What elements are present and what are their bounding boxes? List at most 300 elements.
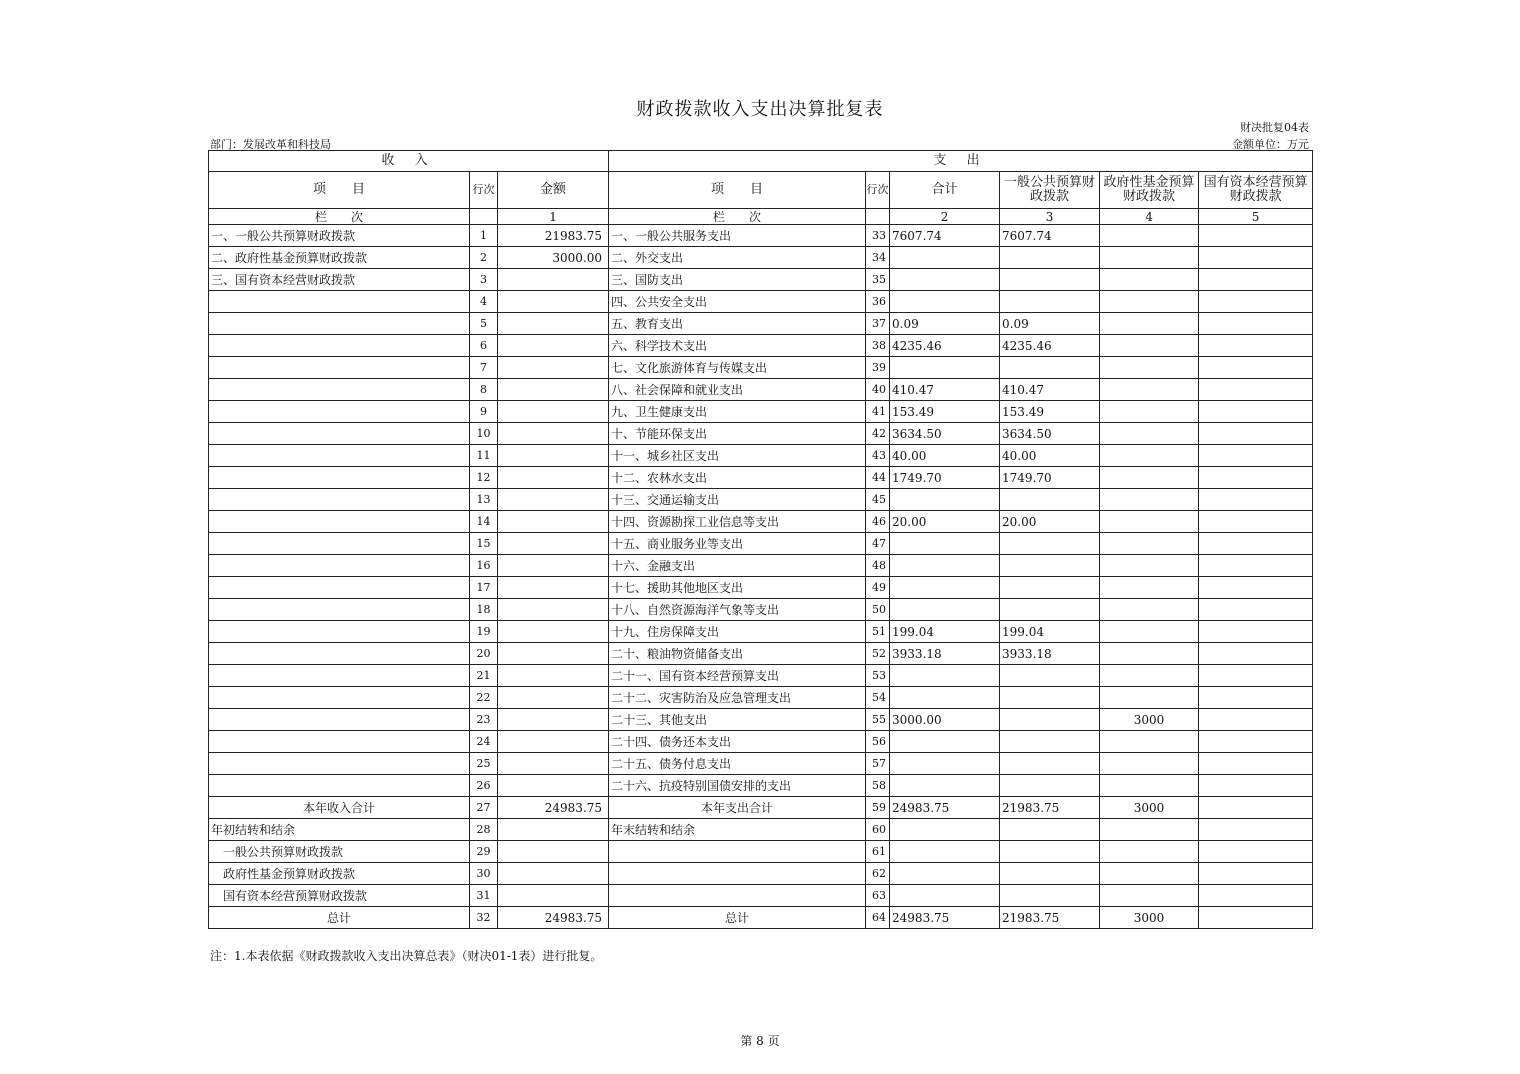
income-item-cell: [209, 577, 470, 599]
header-blank: [470, 209, 498, 225]
expense-line-no-cell: 45: [866, 489, 890, 511]
income-amount-cell: [498, 731, 609, 753]
header-lan-ci-income: 栏 次: [209, 209, 470, 225]
table-row: [209, 621, 1313, 643]
state-capital-cell: [1199, 863, 1313, 885]
total-cell: [890, 357, 1000, 379]
expense-line-no-cell: 51: [866, 621, 890, 643]
header-expense-line-no: 行次: [866, 172, 890, 209]
income-item-cell: [209, 753, 470, 775]
general-budget-cell: [1000, 489, 1100, 511]
state-capital-cell: [1199, 401, 1313, 423]
income-amount-cell: [498, 709, 609, 731]
state-capital-cell: [1199, 225, 1313, 247]
income-item-cell: [209, 489, 470, 511]
expense-line-no-cell: 61: [866, 841, 890, 863]
general-budget-cell: [1000, 533, 1100, 555]
income-item-cell: 二、政府性基金预算财政拨款: [209, 247, 470, 269]
expense-item-cell: 十七、援助其他地区支出: [609, 577, 866, 599]
general-budget-cell: [1000, 775, 1100, 797]
expense-item-cell: 五、教育支出: [609, 313, 866, 335]
total-cell: [890, 819, 1000, 841]
income-amount-cell: [498, 599, 609, 621]
total-cell: 0.09: [890, 313, 1000, 335]
total-cell: 20.00: [890, 511, 1000, 533]
income-amount-cell: [498, 467, 609, 489]
state-capital-cell: [1199, 841, 1313, 863]
general-budget-cell: [1000, 599, 1100, 621]
total-cell: 3634.50: [890, 423, 1000, 445]
income-amount-cell: [498, 357, 609, 379]
general-budget-cell: [1000, 753, 1100, 775]
expense-item-cell: 四、公共安全支出: [609, 291, 866, 313]
income-item-cell: [209, 621, 470, 643]
total-cell: 24983.75: [890, 907, 1000, 929]
expense-line-no-cell: 46: [866, 511, 890, 533]
expense-item-cell: 一、一般公共服务支出: [609, 225, 866, 247]
expense-line-no-cell: 37: [866, 313, 890, 335]
page-number: 第 8 页: [740, 1034, 780, 1048]
header-row-sections: [209, 151, 1313, 172]
income-amount-cell: 24983.75: [498, 907, 609, 929]
income-item-cell: [209, 291, 470, 313]
general-budget-cell: [1000, 819, 1100, 841]
expense-line-no-cell: 59: [866, 797, 890, 819]
income-line-no-cell: 11: [470, 445, 498, 467]
expense-item-cell: 二十六、抗疫特别国债安排的支出: [609, 775, 866, 797]
expense-line-no-cell: 33: [866, 225, 890, 247]
income-item-cell: [209, 511, 470, 533]
general-budget-cell: 4235.46: [1000, 335, 1100, 357]
income-line-no-cell: 19: [470, 621, 498, 643]
total-cell: [890, 753, 1000, 775]
expense-line-no-cell: 49: [866, 577, 890, 599]
expense-line-no-cell: 50: [866, 599, 890, 621]
income-item-cell: 政府性基金预算财政拨款: [209, 863, 470, 885]
income-item-cell: 本年收入合计: [209, 797, 470, 819]
table-row: [209, 753, 1313, 775]
gov-fund-cell: [1100, 599, 1199, 621]
gov-fund-cell: [1100, 357, 1199, 379]
table-row: [209, 467, 1313, 489]
table-row: [209, 797, 1313, 819]
header-expense: 支 出: [609, 151, 1313, 172]
general-budget-cell: 410.47: [1000, 379, 1100, 401]
gov-fund-cell: [1100, 577, 1199, 599]
table-row: [209, 423, 1313, 445]
state-capital-cell: [1199, 555, 1313, 577]
expense-item-cell: 六、科学技术支出: [609, 335, 866, 357]
expense-item-cell: [609, 885, 866, 907]
income-amount-cell: [498, 819, 609, 841]
total-cell: [890, 291, 1000, 313]
expense-item-cell: 十八、自然资源海洋气象等支出: [609, 599, 866, 621]
income-amount-cell: [498, 621, 609, 643]
state-capital-cell: [1199, 467, 1313, 489]
total-cell: [890, 555, 1000, 577]
gov-fund-cell: [1100, 819, 1199, 841]
table-row: [209, 907, 1313, 929]
total-cell: [890, 489, 1000, 511]
header-blank: [866, 209, 890, 225]
income-line-no-cell: 24: [470, 731, 498, 753]
table-row: [209, 511, 1313, 533]
income-amount-cell: [498, 401, 609, 423]
income-amount-cell: [498, 379, 609, 401]
income-line-no-cell: 30: [470, 863, 498, 885]
total-cell: 7607.74: [890, 225, 1000, 247]
income-amount-cell: [498, 555, 609, 577]
state-capital-cell: [1199, 511, 1313, 533]
state-capital-cell: [1199, 423, 1313, 445]
gov-fund-cell: [1100, 511, 1199, 533]
income-item-cell: 一、一般公共预算财政拨款: [209, 225, 470, 247]
table-row: [209, 709, 1313, 731]
gov-fund-cell: [1100, 775, 1199, 797]
total-cell: [890, 731, 1000, 753]
general-budget-cell: 21983.75: [1000, 797, 1100, 819]
state-capital-cell: [1199, 885, 1313, 907]
income-amount-cell: [498, 423, 609, 445]
income-amount-cell: [498, 533, 609, 555]
header-col-5: 5: [1199, 209, 1313, 225]
total-cell: 24983.75: [890, 797, 1000, 819]
table-row: [209, 335, 1313, 357]
gov-fund-cell: [1100, 731, 1199, 753]
state-capital-cell: [1199, 599, 1313, 621]
expense-line-no-cell: 34: [866, 247, 890, 269]
general-budget-cell: [1000, 555, 1100, 577]
expense-item-cell: 二十一、国有资本经营预算支出: [609, 665, 866, 687]
header-col-1: 1: [498, 209, 609, 225]
table-row: [209, 599, 1313, 621]
income-line-no-cell: 15: [470, 533, 498, 555]
expense-item-cell: 十五、商业服务业等支出: [609, 533, 866, 555]
expense-line-no-cell: 56: [866, 731, 890, 753]
gov-fund-cell: [1100, 291, 1199, 313]
income-line-no-cell: 2: [470, 247, 498, 269]
general-budget-cell: [1000, 577, 1100, 599]
expense-line-no-cell: 44: [866, 467, 890, 489]
header-col-3: 3: [1000, 209, 1100, 225]
income-amount-cell: 3000.00: [498, 247, 609, 269]
state-capital-cell: [1199, 489, 1313, 511]
total-cell: [890, 247, 1000, 269]
gov-fund-cell: [1100, 665, 1199, 687]
total-cell: [890, 687, 1000, 709]
gov-fund-cell: [1100, 423, 1199, 445]
total-cell: [890, 841, 1000, 863]
expense-line-no-cell: 57: [866, 753, 890, 775]
general-budget-cell: [1000, 665, 1100, 687]
income-amount-cell: [498, 445, 609, 467]
expense-item-cell: 二十四、债务还本支出: [609, 731, 866, 753]
income-amount-cell: [498, 753, 609, 775]
expense-item-cell: 十六、金融支出: [609, 555, 866, 577]
income-line-no-cell: 32: [470, 907, 498, 929]
gov-fund-cell: [1100, 753, 1199, 775]
header-lan-ci-expense: 栏 次: [609, 209, 866, 225]
general-budget-cell: 0.09: [1000, 313, 1100, 335]
expense-line-no-cell: 54: [866, 687, 890, 709]
table-row: [209, 577, 1313, 599]
table-row: [209, 643, 1313, 665]
expense-line-no-cell: 62: [866, 863, 890, 885]
income-amount-cell: 21983.75: [498, 225, 609, 247]
income-item-cell: [209, 445, 470, 467]
expense-line-no-cell: 43: [866, 445, 890, 467]
table-row: [209, 775, 1313, 797]
gov-fund-cell: 3000: [1100, 797, 1199, 819]
header-expense-item: 项 目: [609, 172, 866, 209]
form-code: 财决批复04表: [1240, 121, 1309, 134]
general-budget-cell: 20.00: [1000, 511, 1100, 533]
table-row: [209, 665, 1313, 687]
expense-item-cell: 十一、城乡社区支出: [609, 445, 866, 467]
state-capital-cell: [1199, 665, 1313, 687]
gov-fund-cell: [1100, 445, 1199, 467]
income-amount-cell: [498, 841, 609, 863]
expense-line-no-cell: 55: [866, 709, 890, 731]
header-income: 收 入: [209, 151, 609, 172]
total-cell: [890, 577, 1000, 599]
table-row: [209, 379, 1313, 401]
income-line-no-cell: 23: [470, 709, 498, 731]
expense-item-cell: 本年支出合计: [609, 797, 866, 819]
state-capital-cell: [1199, 643, 1313, 665]
header-col-4: 4: [1100, 209, 1199, 225]
expense-line-no-cell: 42: [866, 423, 890, 445]
income-line-no-cell: 1: [470, 225, 498, 247]
income-line-no-cell: 14: [470, 511, 498, 533]
gov-fund-cell: [1100, 335, 1199, 357]
general-budget-cell: [1000, 687, 1100, 709]
department-label: 部门：发展改革和科技局: [210, 138, 331, 151]
income-line-no-cell: 5: [470, 313, 498, 335]
expense-item-cell: 十三、交通运输支出: [609, 489, 866, 511]
income-item-cell: [209, 599, 470, 621]
income-item-cell: [209, 313, 470, 335]
table-row: [209, 841, 1313, 863]
state-capital-cell: [1199, 775, 1313, 797]
gov-fund-cell: [1100, 643, 1199, 665]
table-row: [209, 313, 1313, 335]
income-item-cell: [209, 709, 470, 731]
general-budget-cell: [1000, 291, 1100, 313]
total-cell: 40.00: [890, 445, 1000, 467]
income-line-no-cell: 26: [470, 775, 498, 797]
income-item-cell: 三、国有资本经营财政拨款: [209, 269, 470, 291]
total-cell: [890, 533, 1000, 555]
state-capital-cell: [1199, 907, 1313, 929]
header-total: 合计: [890, 172, 1000, 209]
income-line-no-cell: 9: [470, 401, 498, 423]
income-amount-cell: [498, 291, 609, 313]
income-line-no-cell: 25: [470, 753, 498, 775]
expense-line-no-cell: 35: [866, 269, 890, 291]
income-amount-cell: [498, 269, 609, 291]
general-budget-cell: 3634.50: [1000, 423, 1100, 445]
state-capital-cell: [1199, 621, 1313, 643]
income-item-cell: [209, 335, 470, 357]
header-income-line-no: 行次: [470, 172, 498, 209]
expense-line-no-cell: 47: [866, 533, 890, 555]
header-general-budget: 一般公共预算财政拨款: [1000, 172, 1100, 209]
general-budget-cell: 7607.74: [1000, 225, 1100, 247]
income-line-no-cell: 7: [470, 357, 498, 379]
state-capital-cell: [1199, 819, 1313, 841]
total-cell: [890, 599, 1000, 621]
gov-fund-cell: [1100, 401, 1199, 423]
expense-line-no-cell: 48: [866, 555, 890, 577]
income-line-no-cell: 22: [470, 687, 498, 709]
state-capital-cell: [1199, 291, 1313, 313]
income-item-cell: [209, 731, 470, 753]
income-item-cell: [209, 775, 470, 797]
table-row: [209, 445, 1313, 467]
expense-item-cell: [609, 863, 866, 885]
income-amount-cell: [498, 577, 609, 599]
income-line-no-cell: 12: [470, 467, 498, 489]
approval-table: [208, 150, 1313, 929]
table-row: [209, 863, 1313, 885]
table-row: [209, 269, 1313, 291]
general-budget-cell: [1000, 863, 1100, 885]
expense-item-cell: 二十、粮油物资储备支出: [609, 643, 866, 665]
expense-item-cell: 年末结转和结余: [609, 819, 866, 841]
expense-line-no-cell: 41: [866, 401, 890, 423]
page-title: 财政拨款收入支出决算批复表: [636, 99, 884, 120]
expense-item-cell: 七、文化旅游体育与传媒支出: [609, 357, 866, 379]
income-line-no-cell: 31: [470, 885, 498, 907]
income-item-cell: 一般公共预算财政拨款: [209, 841, 470, 863]
income-item-cell: 国有资本经营预算财政拨款: [209, 885, 470, 907]
general-budget-cell: [1000, 269, 1100, 291]
gov-fund-cell: [1100, 379, 1199, 401]
total-cell: 4235.46: [890, 335, 1000, 357]
income-line-no-cell: 16: [470, 555, 498, 577]
state-capital-cell: [1199, 687, 1313, 709]
expense-line-no-cell: 63: [866, 885, 890, 907]
table-row: [209, 357, 1313, 379]
expense-item-cell: 二、外交支出: [609, 247, 866, 269]
header-col-2: 2: [890, 209, 1000, 225]
total-cell: 153.49: [890, 401, 1000, 423]
general-budget-cell: [1000, 885, 1100, 907]
expense-line-no-cell: 38: [866, 335, 890, 357]
income-line-no-cell: 8: [470, 379, 498, 401]
income-line-no-cell: 20: [470, 643, 498, 665]
header-income-item: 项 目: [209, 172, 470, 209]
table-row: [209, 225, 1313, 247]
state-capital-cell: [1199, 533, 1313, 555]
gov-fund-cell: [1100, 313, 1199, 335]
income-line-no-cell: 21: [470, 665, 498, 687]
total-cell: [890, 885, 1000, 907]
expense-line-no-cell: 52: [866, 643, 890, 665]
income-amount-cell: [498, 643, 609, 665]
income-item-cell: [209, 643, 470, 665]
general-budget-cell: [1000, 247, 1100, 269]
header-state-capital: 国有资本经营预算财政拨款: [1199, 172, 1313, 209]
total-cell: 3933.18: [890, 643, 1000, 665]
expense-line-no-cell: 58: [866, 775, 890, 797]
income-item-cell: [209, 379, 470, 401]
table-row: [209, 401, 1313, 423]
general-budget-cell: 199.04: [1000, 621, 1100, 643]
expense-item-cell: 总计: [609, 907, 866, 929]
gov-fund-cell: [1100, 247, 1199, 269]
income-amount-cell: [498, 687, 609, 709]
income-amount-cell: [498, 665, 609, 687]
expense-item-cell: 二十三、其他支出: [609, 709, 866, 731]
state-capital-cell: [1199, 379, 1313, 401]
income-item-cell: [209, 533, 470, 555]
general-budget-cell: [1000, 357, 1100, 379]
state-capital-cell: [1199, 577, 1313, 599]
table-row: [209, 819, 1313, 841]
expense-line-no-cell: 39: [866, 357, 890, 379]
income-item-cell: 年初结转和结余: [209, 819, 470, 841]
income-line-no-cell: 6: [470, 335, 498, 357]
gov-fund-cell: 3000: [1100, 907, 1199, 929]
total-cell: 199.04: [890, 621, 1000, 643]
gov-fund-cell: [1100, 533, 1199, 555]
expense-item-cell: 十、节能环保支出: [609, 423, 866, 445]
general-budget-cell: 21983.75: [1000, 907, 1100, 929]
header-row-columns: [209, 172, 1313, 209]
expense-item-cell: 十二、农林水支出: [609, 467, 866, 489]
income-item-cell: [209, 357, 470, 379]
table-row: [209, 731, 1313, 753]
table-row: [209, 489, 1313, 511]
total-cell: [890, 665, 1000, 687]
gov-fund-cell: [1100, 489, 1199, 511]
income-line-no-cell: 13: [470, 489, 498, 511]
expense-line-no-cell: 60: [866, 819, 890, 841]
expense-line-no-cell: 64: [866, 907, 890, 929]
expense-item-cell: 三、国防支出: [609, 269, 866, 291]
gov-fund-cell: [1100, 687, 1199, 709]
income-amount-cell: [498, 335, 609, 357]
income-line-no-cell: 18: [470, 599, 498, 621]
general-budget-cell: [1000, 731, 1100, 753]
table-row: [209, 885, 1313, 907]
table-row: [209, 533, 1313, 555]
total-cell: 410.47: [890, 379, 1000, 401]
table-row: [209, 687, 1313, 709]
state-capital-cell: [1199, 335, 1313, 357]
state-capital-cell: [1199, 247, 1313, 269]
expense-item-cell: 九、卫生健康支出: [609, 401, 866, 423]
gov-fund-cell: [1100, 555, 1199, 577]
income-line-no-cell: 28: [470, 819, 498, 841]
expense-item-cell: 八、社会保障和就业支出: [609, 379, 866, 401]
total-cell: [890, 775, 1000, 797]
income-amount-cell: [498, 885, 609, 907]
general-budget-cell: [1000, 841, 1100, 863]
state-capital-cell: [1199, 445, 1313, 467]
income-line-no-cell: 3: [470, 269, 498, 291]
expense-item-cell: [609, 841, 866, 863]
income-line-no-cell: 17: [470, 577, 498, 599]
expense-item-cell: 十四、资源勘探工业信息等支出: [609, 511, 866, 533]
header-income-amount: 金额: [498, 172, 609, 209]
gov-fund-cell: [1100, 621, 1199, 643]
expense-item-cell: 二十二、灾害防治及应急管理支出: [609, 687, 866, 709]
income-item-cell: [209, 423, 470, 445]
state-capital-cell: [1199, 797, 1313, 819]
